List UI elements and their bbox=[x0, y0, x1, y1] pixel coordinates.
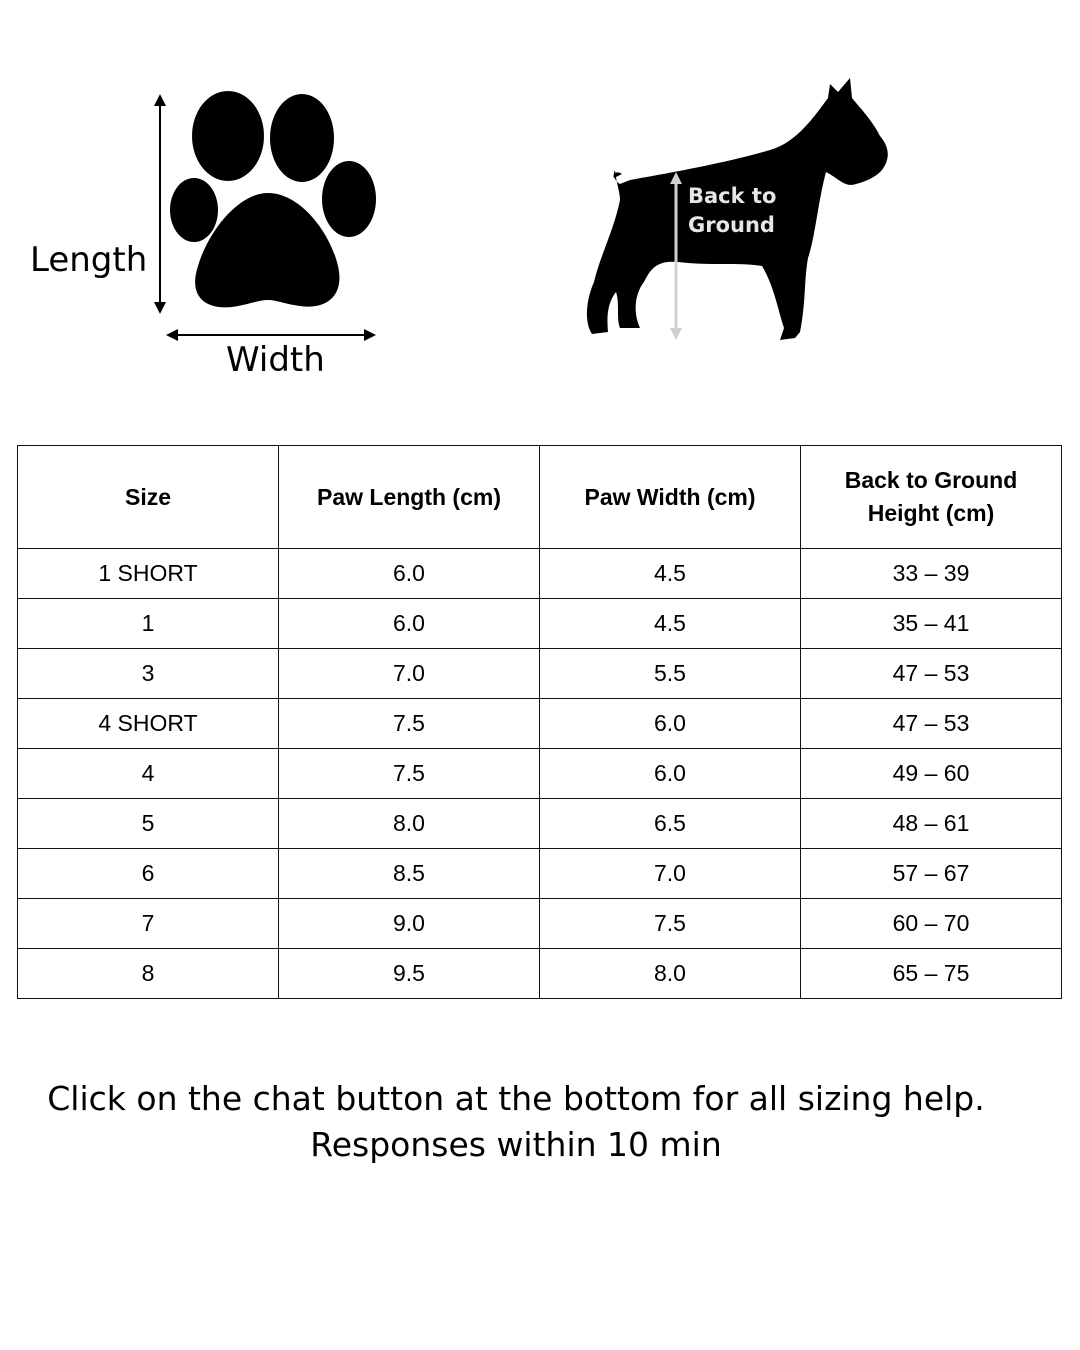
back-to-ground-label-line2: Ground bbox=[688, 213, 775, 237]
cell-paw-length: 8.5 bbox=[279, 849, 540, 899]
table-row bbox=[18, 649, 1062, 699]
cell-paw-length: 7.5 bbox=[279, 699, 540, 749]
cell-back-to-ground: 60 – 70 bbox=[801, 899, 1062, 949]
header-size: Size bbox=[18, 446, 279, 549]
cell-paw-width: 8.0 bbox=[540, 949, 801, 999]
cell-paw-width: 7.0 bbox=[540, 849, 801, 899]
table-row bbox=[18, 949, 1062, 999]
cell-size: 4 SHORT bbox=[18, 699, 279, 749]
paw-diagram bbox=[0, 60, 420, 400]
cell-paw-length: 9.5 bbox=[279, 949, 540, 999]
cell-back-to-ground: 65 – 75 bbox=[801, 949, 1062, 999]
cell-paw-length: 9.0 bbox=[279, 899, 540, 949]
cell-size: 8 bbox=[18, 949, 279, 999]
sizing-help-note bbox=[0, 1076, 1032, 1168]
dog-diagram bbox=[560, 70, 920, 360]
table-row bbox=[18, 699, 1062, 749]
cell-back-to-ground: 47 – 53 bbox=[801, 699, 1062, 749]
cell-paw-length: 7.5 bbox=[279, 749, 540, 799]
back-to-ground-label-line1: Back to bbox=[688, 184, 777, 208]
cell-size: 7 bbox=[18, 899, 279, 949]
size-chart-table bbox=[17, 445, 1062, 999]
width-label: Width bbox=[226, 340, 325, 380]
table-row bbox=[18, 899, 1062, 949]
cell-size: 3 bbox=[18, 649, 279, 699]
cell-paw-width: 6.5 bbox=[540, 799, 801, 849]
cell-back-to-ground: 49 – 60 bbox=[801, 749, 1062, 799]
cell-paw-width: 7.5 bbox=[540, 899, 801, 949]
cell-back-to-ground: 48 – 61 bbox=[801, 799, 1062, 849]
cell-back-to-ground: 33 – 39 bbox=[801, 549, 1062, 599]
table-row bbox=[18, 799, 1062, 849]
back-to-ground-label bbox=[688, 182, 776, 240]
header-back-to-ground: Back to Ground Height (cm) bbox=[801, 446, 1062, 549]
cell-paw-width: 6.0 bbox=[540, 749, 801, 799]
cell-size: 1 SHORT bbox=[18, 549, 279, 599]
cell-back-to-ground: 35 – 41 bbox=[801, 599, 1062, 649]
cell-size: 6 bbox=[18, 849, 279, 899]
table-row bbox=[18, 599, 1062, 649]
cell-paw-width: 5.5 bbox=[540, 649, 801, 699]
table-row bbox=[18, 849, 1062, 899]
cell-paw-length: 7.0 bbox=[279, 649, 540, 699]
cell-size: 5 bbox=[18, 799, 279, 849]
cell-size: 4 bbox=[18, 749, 279, 799]
sizing-help-line1: Click on the chat button at the bottom for all sizing help. bbox=[47, 1079, 985, 1118]
cell-paw-length: 6.0 bbox=[279, 549, 540, 599]
table-row bbox=[18, 749, 1062, 799]
cell-size: 1 bbox=[18, 599, 279, 649]
cell-paw-width: 4.5 bbox=[540, 549, 801, 599]
length-label: Length bbox=[30, 240, 148, 280]
table-row bbox=[18, 549, 1062, 599]
paw-print-icon bbox=[0, 60, 420, 400]
sizing-help-line2: Responses within 10 min bbox=[310, 1125, 722, 1164]
cell-paw-width: 6.0 bbox=[540, 699, 801, 749]
table-header-row bbox=[18, 446, 1062, 549]
cell-back-to-ground: 57 – 67 bbox=[801, 849, 1062, 899]
cell-paw-length: 8.0 bbox=[279, 799, 540, 849]
cell-paw-length: 6.0 bbox=[279, 599, 540, 649]
cell-paw-width: 4.5 bbox=[540, 599, 801, 649]
header-paw-length: Paw Length (cm) bbox=[279, 446, 540, 549]
header-paw-width: Paw Width (cm) bbox=[540, 446, 801, 549]
cell-back-to-ground: 47 – 53 bbox=[801, 649, 1062, 699]
